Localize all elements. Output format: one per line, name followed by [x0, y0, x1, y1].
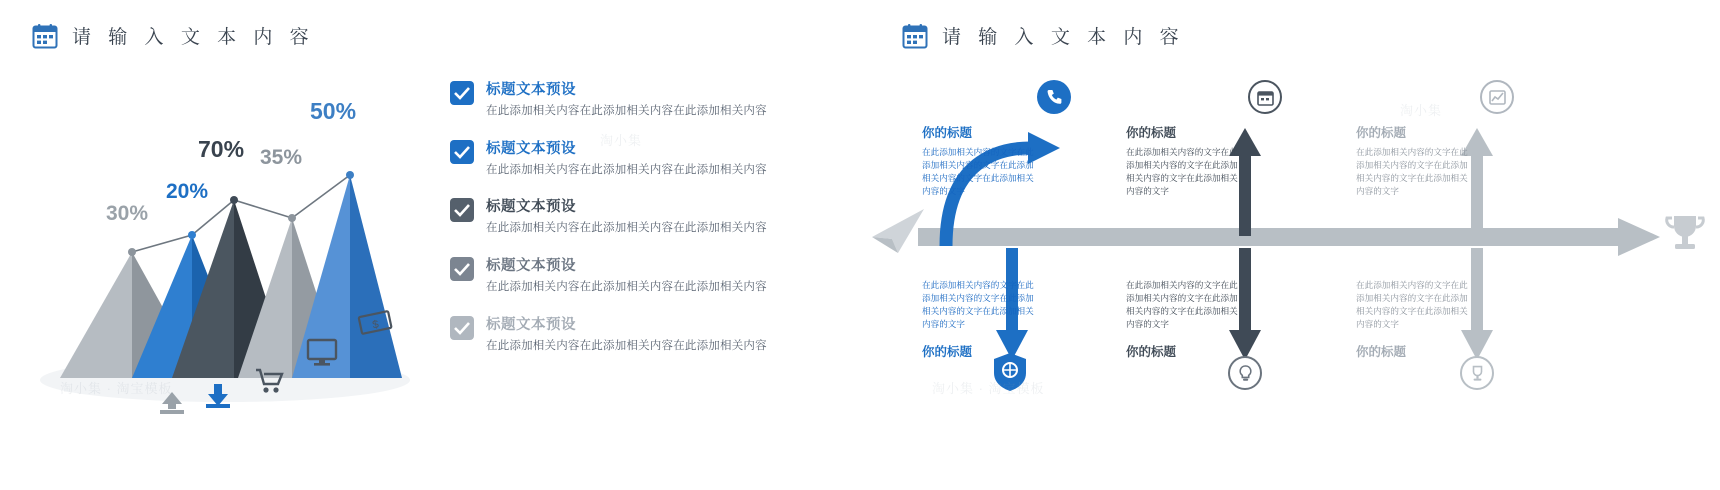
check-icon — [450, 316, 474, 340]
mountain-chart — [20, 60, 440, 460]
chart-label-1: 30% — [106, 202, 149, 225]
check-icon — [450, 257, 474, 281]
watermark: 淘小集 — [600, 133, 643, 148]
bottom-item-title: 你的标题 — [1356, 345, 1407, 359]
bulb-icon — [1228, 356, 1262, 390]
slide-right — [860, 0, 1720, 490]
list-item-title: 标题文本预设 — [486, 258, 576, 275]
top-item-title: 你的标题 — [1356, 126, 1407, 140]
top-item-title: 你的标题 — [1126, 126, 1177, 140]
bottom-item-title: 你的标题 — [922, 345, 973, 359]
check-icon — [450, 140, 474, 164]
calendar-icon — [32, 23, 58, 49]
chart-label-5: 50% — [310, 98, 357, 124]
slide-left-header — [32, 22, 315, 49]
chart-label-2: 20% — [166, 180, 209, 203]
bottom-item-body: 在此添加相关内容的文字在此添加相关内容的文字在此添加相关内容的文字在此添加相关内容的文字 — [922, 280, 1034, 329]
list-item-desc: 在此添加相关内容在此添加相关内容在此添加相关内容 — [486, 163, 767, 176]
bottom-item-body: 在此添加相关内容的文字在此添加相关内容的文字在此添加相关内容的文字在此添加相关内容的文字 — [1356, 280, 1468, 329]
list-item-title: 标题文本预设 — [486, 140, 576, 157]
list-item-title: 标题文本预设 — [486, 316, 576, 333]
chart-label-4: 35% — [260, 146, 303, 169]
bullet-list — [450, 78, 840, 371]
top-item-body: 在此添加相关内容的文字在此添加相关内容的文字在此添加相关内容的文字在此添加相关内容的文字 — [1126, 147, 1238, 196]
phone-icon — [1037, 80, 1071, 114]
list-item-desc: 在此添加相关内容在此添加相关内容在此添加相关内容 — [486, 281, 767, 294]
list-item-title: 标题文本预设 — [486, 199, 576, 216]
top-item-body: 在此添加相关内容的文字在此添加相关内容的文字在此添加相关内容的文字在此添加相关内容的文字 — [1356, 147, 1468, 196]
page-title: 请 输 入 文 本 内 容 — [72, 27, 315, 48]
timeline-diagram — [860, 0, 1720, 490]
top-item-body: 在此添加相关内容的文字在此添加相关内容的文字在此添加相关内容的文字在此添加相关内容的文字 — [922, 147, 1034, 196]
chart-icon — [1480, 80, 1514, 114]
list-item[interactable] — [450, 254, 840, 296]
page-title: 请 输 入 文 本 内 容 — [942, 27, 1185, 48]
trophy-small-icon — [1460, 356, 1494, 390]
paper-plane-icon — [872, 209, 924, 253]
chart-label-3: 70% — [198, 136, 245, 162]
shield-icon — [993, 352, 1027, 392]
trophy-icon — [1667, 216, 1704, 249]
main-arrow — [918, 218, 1660, 256]
list-item-desc: 在此添加相关内容在此添加相关内容在此添加相关内容 — [486, 105, 767, 117]
list-item[interactable] — [450, 137, 840, 179]
watermark: 淘小集 — [1400, 103, 1443, 118]
check-icon — [450, 198, 474, 222]
list-item[interactable] — [450, 78, 840, 120]
list-item[interactable] — [450, 195, 840, 237]
bottom-item-body: 在此添加相关内容的文字在此添加相关内容的文字在此添加相关内容的文字在此添加相关内容的文字 — [1126, 280, 1238, 329]
list-item-desc: 在此添加相关内容在此添加相关内容在此添加相关内容 — [486, 222, 767, 235]
bottom-item-title: 你的标题 — [1126, 345, 1177, 359]
calendar-small-icon — [1248, 80, 1282, 114]
list-item[interactable] — [450, 313, 840, 355]
top-item-title: 你的标题 — [922, 126, 973, 140]
list-item-title: 标题文本预设 — [486, 82, 576, 98]
check-icon — [450, 81, 474, 105]
svg-text:$: $ — [371, 318, 380, 332]
list-item-desc: 在此添加相关内容在此添加相关内容在此添加相关内容 — [486, 339, 767, 352]
watermark: 淘小集 · 淘宝模板 — [932, 381, 1045, 396]
